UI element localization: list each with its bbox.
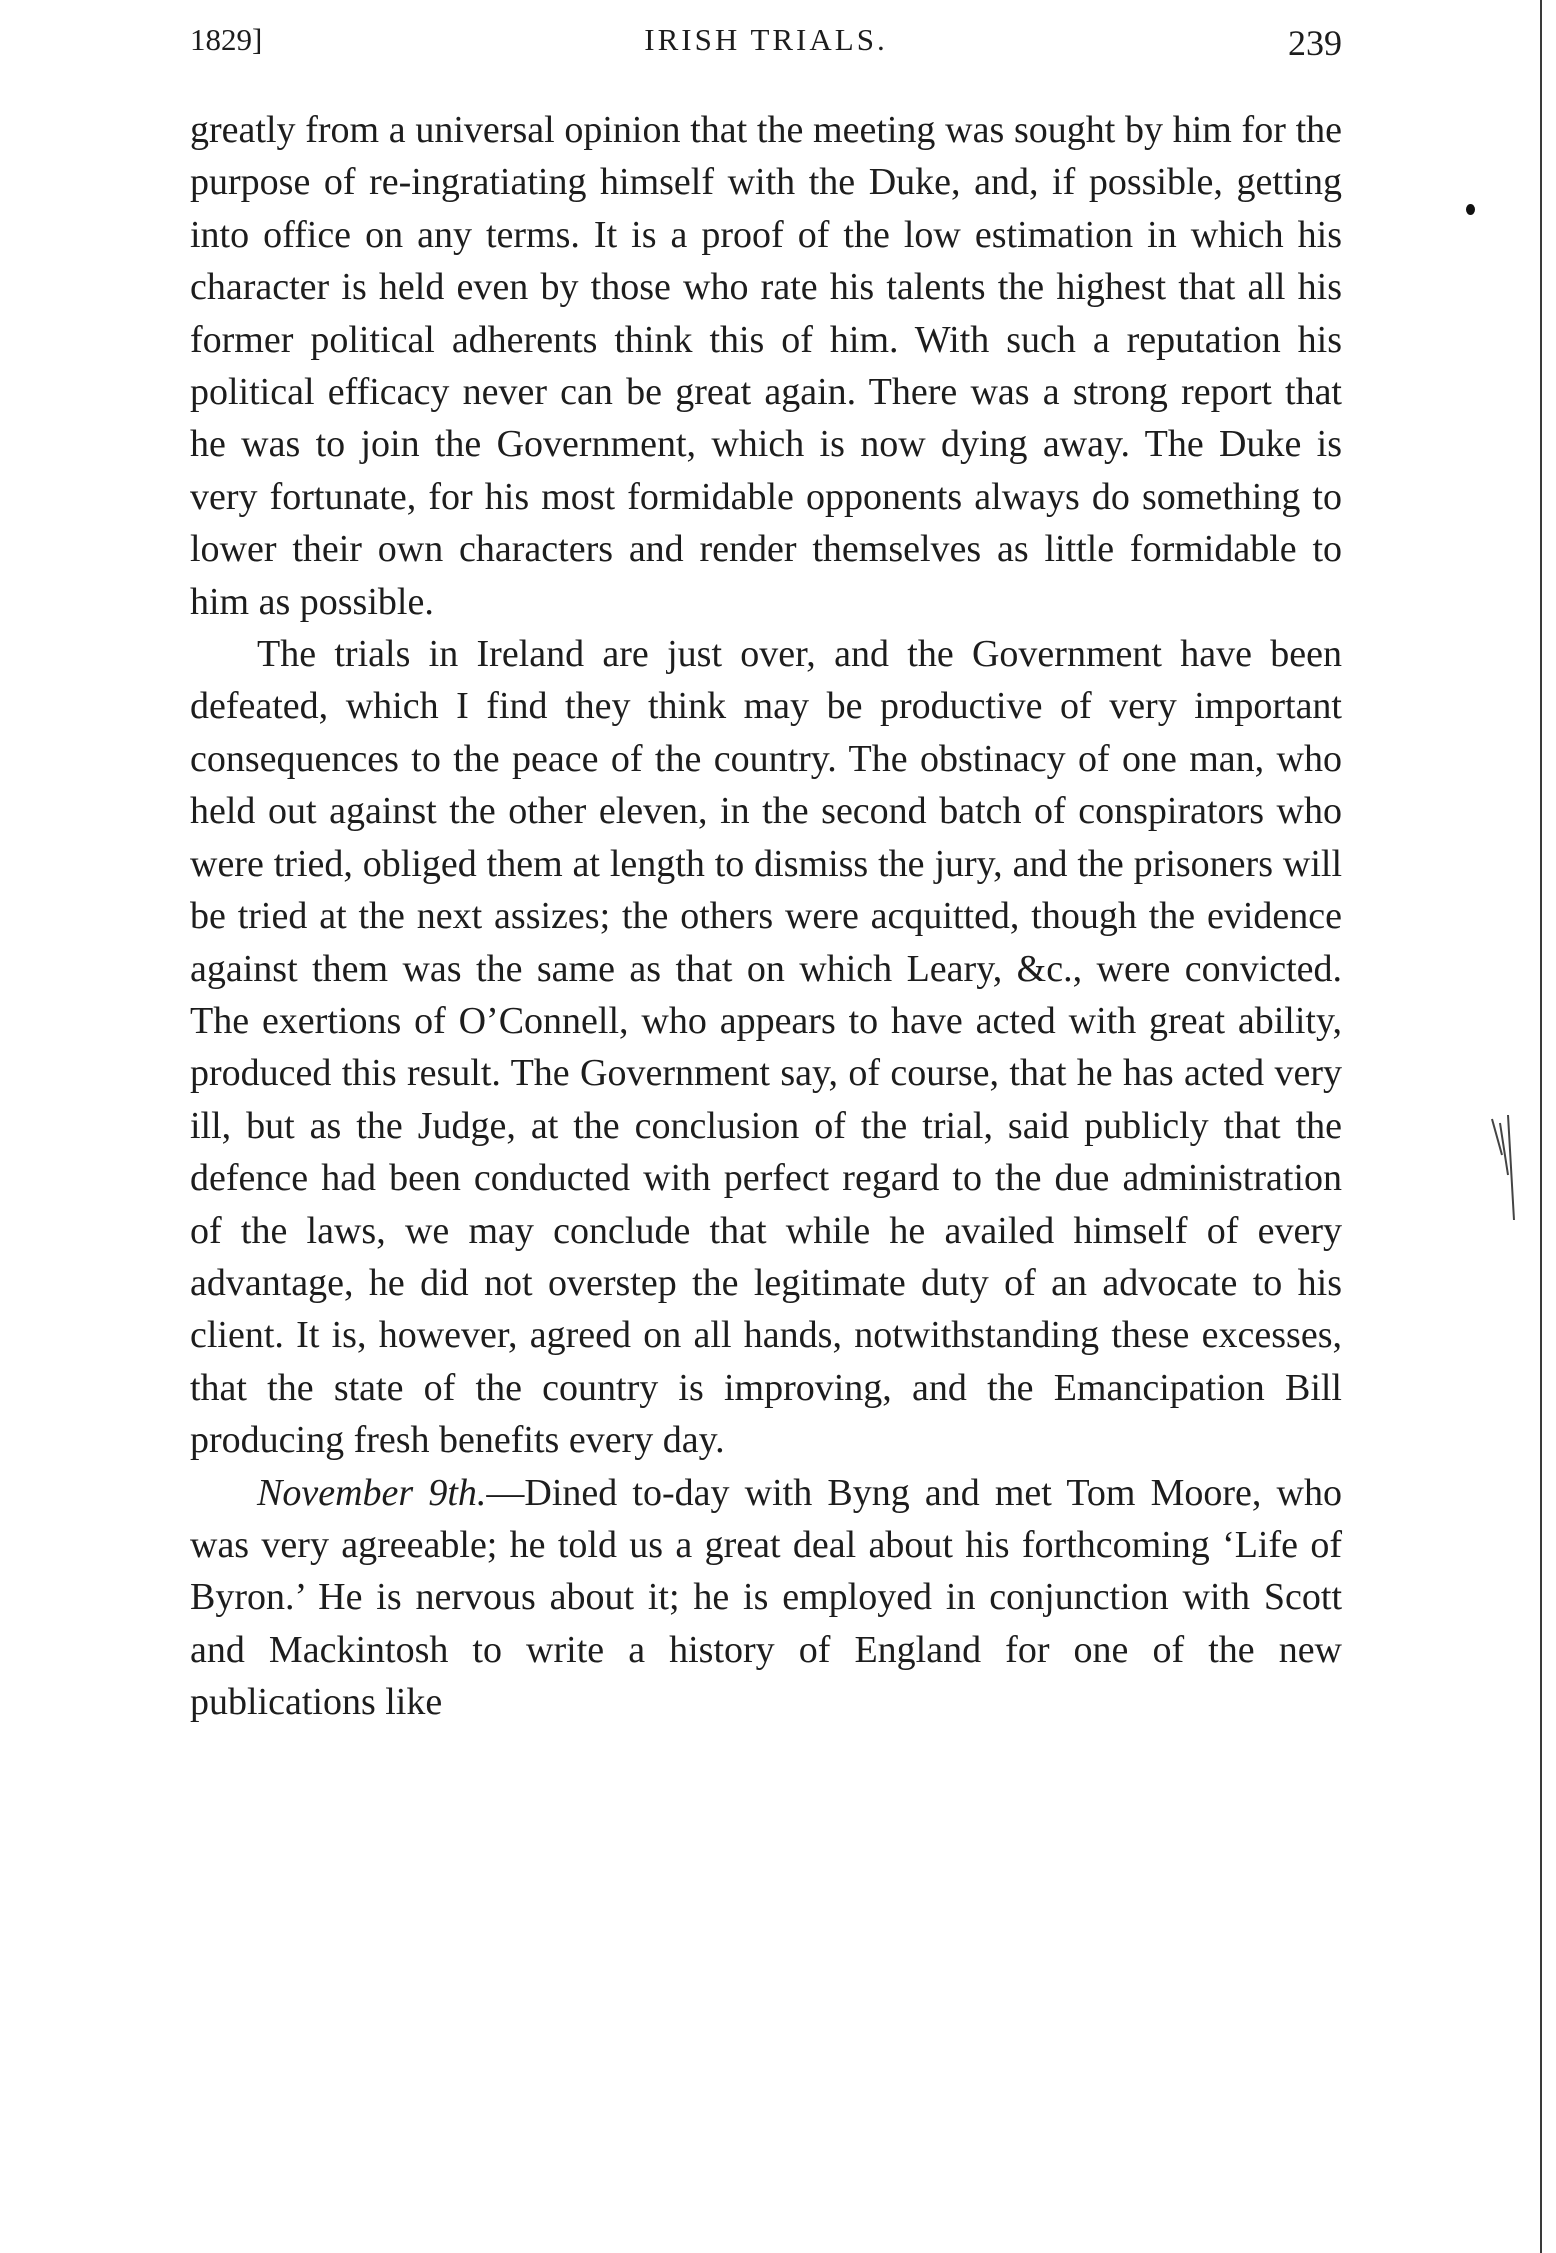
body-text — [190, 104, 1342, 1729]
page-number: 239 — [1288, 23, 1342, 63]
paragraph-november-9 — [190, 1467, 1342, 1729]
margin-scratch-mark — [1488, 1115, 1522, 1225]
paragraph-continuation: greatly from a universal opinion that the meeting was sought by him for the purpose of re-ingratiating himself with the Duke, and, if possible, getting into office on any terms. It is a proof of the low estimation in which his character is held even by those who rate his talents the highest that all his former political adherents think this of him. With such a reputation his political efficacy never can be great again. There was a strong report that he was to join the Government, which is now dying away. The Duke is very fortunate, for his most formidable opponents always do something to lower their own characters and render themselves as little formidable to him as possible. — [190, 109, 1342, 623]
diary-entry-text: —Dined to-day with Byng and met Tom Moore, who was very agreeable; he told us a great deal about his forthcoming ‘Life of Byron.’ He is nervous about it; he is employed in conjunction with Scott and Mackintosh to write a history of England for one of the new publications like — [190, 1471, 1342, 1724]
page-edge-line — [1540, 0, 1542, 2253]
diary-date: November 9th. — [257, 1471, 487, 1514]
paragraph-irish-trials: The trials in Ireland are just over, and the Government have been defeated, which I find they think may be productive of very important consequences to the peace of the country. The obstinacy of one man, who held out against the other eleven, in the second batch of conspirators who were tried, obliged them at length to dismiss the jury, and the prisoners will be tried at the next assizes; the others were acquitted, though the evidence against them was the same as that on which Leary, &c., were convicted. The exertions of O’Connell, who appears to have acted with great ability, produced this result. The Government say, of course, that he has acted very ill, but as the Judge, at the conclusion of the trial, said publicly that the defence had been conducted with perfect regard to the due administration of the laws, we may conclude that while he availed himself of every advantage, he did not overstep the legitimate duty of an advocate to his client. It is, however, agreed on all hands, notwithstanding these excesses, that the state of the country is improving, and the Emancipation Bill producing fresh benefits every day. — [190, 633, 1342, 1462]
running-head-title: IRISH TRIALS. — [644, 22, 888, 57]
running-head — [190, 22, 1342, 72]
ink-mark — [1466, 204, 1475, 215]
running-head-year: 1829] — [190, 22, 263, 57]
